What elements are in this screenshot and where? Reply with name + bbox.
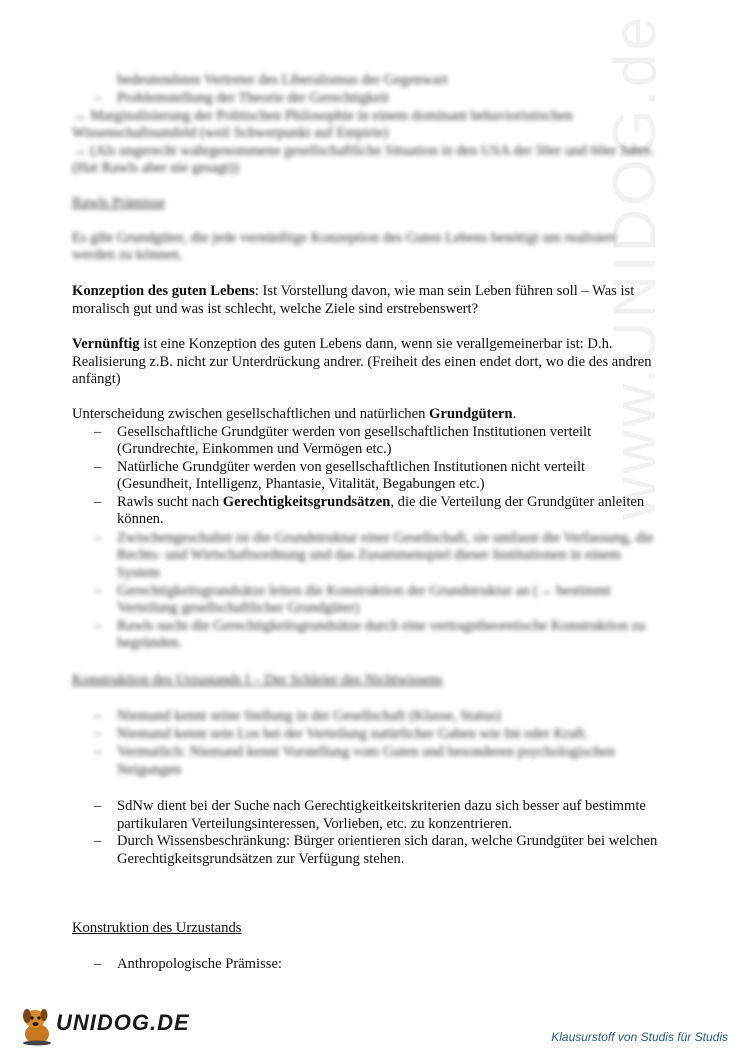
blurred-line: werden zu können. [72,247,183,263]
blurred-line: System [117,565,160,581]
dog-logo-icon [20,1004,54,1046]
list-item-text: Gerechtigkeitsgrundsätzen zur Verfügung stehen. [117,851,405,867]
unterscheidung-text: Unterscheidung zwischen gesellschaftlichen und natürlichen [72,406,430,422]
blurred-dash: – [94,583,102,599]
list-item-text: partikularen Verteilungsinteressen, Vorlieben, etc. zu konzentrieren. [117,816,513,832]
blurred-line: Verteilung gesellschaftlicher Grundgüter) [117,600,360,616]
blurred-line: Vermutlich: Niemand kennt Vorstellung vom Guten und besonderen psychologischen [117,744,615,760]
list-item-text: (Gesundheit, Intelligenz, Phantasie, Vitalität, Begabungen etc.) [117,476,485,492]
blurred-line: Rechts- und Wirtschaftsordnung und das Zusammenspiel dieser Institutionen in einem [117,547,621,563]
blurred-line: Es gibt Grundgüter, die jede vernünftige Konzeption des Guten Lebens benötigt um realisiert [72,230,616,246]
footer-tagline: Klausurstoff von Studis für Studis [551,1030,728,1044]
blurred-dash: – [94,708,102,724]
vernuenftig-line-2: Realisierung z.B. nicht zur Unterdrückung andrer. (Freiheit des einen endet dort, wo die des andren [72,354,652,370]
blurred-line: Gerechtigkeitsgrundsätze leiten die Konstruktion der Grundstruktur an (→ bestimmt [117,583,611,599]
gerechtigkeitsgrundsaetze-term: Gerechtigkeitsgrundsätzen [222,494,391,510]
vernuenftig-line-3: anfängt) [72,371,121,387]
list-item-text: SdNw dient bei der Suche nach Gerechtigkeitkeitskriterien dazu sich besser auf bestimmte [117,798,646,814]
unterscheidung-suffix: . [512,406,517,422]
unterscheidung-paragraph [72,406,516,424]
blurred-heading: Rawls Prämisse [72,195,165,211]
vernuenftig-text: ist eine Konzeption des guten Lebens dann, wenn sie verallgemeinerbar ist: D.h. [139,336,613,352]
watermark: www.UNIDOG.de [601,14,668,520]
blurred-line: Zwischengeschaltet ist die Grundstruktur einer Gesellschaft, sie umfasst die Verfassung, die [117,530,654,546]
blurred-line: Niemand kennt sein Los bei der Verteilung natürlicher Gaben wie Int oder Kraft. [117,726,589,742]
blurred-line: Rawls sucht die Gerechtigkeitsgrundsätze durch eine vertragstheoretische Konstruktion zu [117,618,646,634]
list-dash: – [94,956,102,972]
list-item-text: Anthropologische Prämisse: [117,956,282,972]
vernuenftig-paragraph [72,336,712,354]
konzeption-paragraph [72,283,712,301]
list-item-text: Durch Wissensbeschränkung: Bürger orientieren sich daran, welche Grundgüter bei welchen [117,833,658,849]
list-item-text: Natürliche Grundgüter werden von gesellschaftlichen Institutionen nicht verteilt [117,459,586,475]
blurred-line: → Marginalisierung der Politischen Philosophie in einem dominant behavioristischen [72,108,573,124]
konzeption-text: : Ist Vorstellung davon, wie man sein Leben führen soll – Was ist [254,283,635,299]
footer-logo: UNIDOG.DE [56,1010,190,1035]
konzeption-term: Konzeption des guten Lebens [72,283,255,299]
rawls-prefix: Rawls sucht nach [117,494,223,510]
blurred-line: Niemand kennt seine Stellung in der Gesellschaft (Klasse, Status) [117,708,501,724]
blurred-line: → (Als ungerecht wahrgenommene gesellschaftliche Situation in den USA der 50er und 60er Jahre. [72,143,655,159]
rawls-suffix: , die die Verteilung der Grundgüter anleiten [390,494,645,510]
blurred-line: begründen. [117,635,183,651]
blurred-line: (Hat Rawls aber nie gesagt)) [72,160,239,176]
list-dash: – [94,833,102,849]
list-item-text: (Grundrechte, Einkommen und Vermögen etc.) [117,441,392,457]
blurred-heading: Konstruktion des Urzustands I – Der Schleier des Nichtwissens [72,672,443,688]
list-dash: – [94,798,102,814]
blurred-dash: – [94,90,102,106]
list-dash: – [94,424,102,440]
blurred-dash: – [94,744,102,760]
grundgueter-term: Grundgütern [429,406,513,422]
konzeption-line-2: moralisch gut und was ist schlecht, welche Ziele sind erstrebenswert? [72,301,479,317]
list-dash: – [94,494,102,510]
blurred-line: Problemstellung der Theorie der Gerechtigkeit [117,90,390,106]
list-dash: – [94,459,102,475]
list-item-text [117,494,692,512]
blurred-line: Neigungen [117,762,182,778]
list-item-text: Gesellschaftliche Grundgüter werden von gesellschaftlichen Institutionen verteilt [117,424,592,440]
list-item-text: können. [117,511,164,527]
blurred-dash: – [94,726,102,742]
vernuenftig-term: Vernünftig [72,336,140,352]
blurred-dash: – [94,618,102,634]
section-heading: Konstruktion des Urzustands [72,920,242,936]
blurred-line: Wissenschaftsumfeld (weil Schwerpunkt auf Empirie) [72,125,389,141]
blurred-dash: – [94,530,102,546]
blurred-line: bedeutendsten Vertreter des Liberalismus der Gegenwart [117,72,448,88]
